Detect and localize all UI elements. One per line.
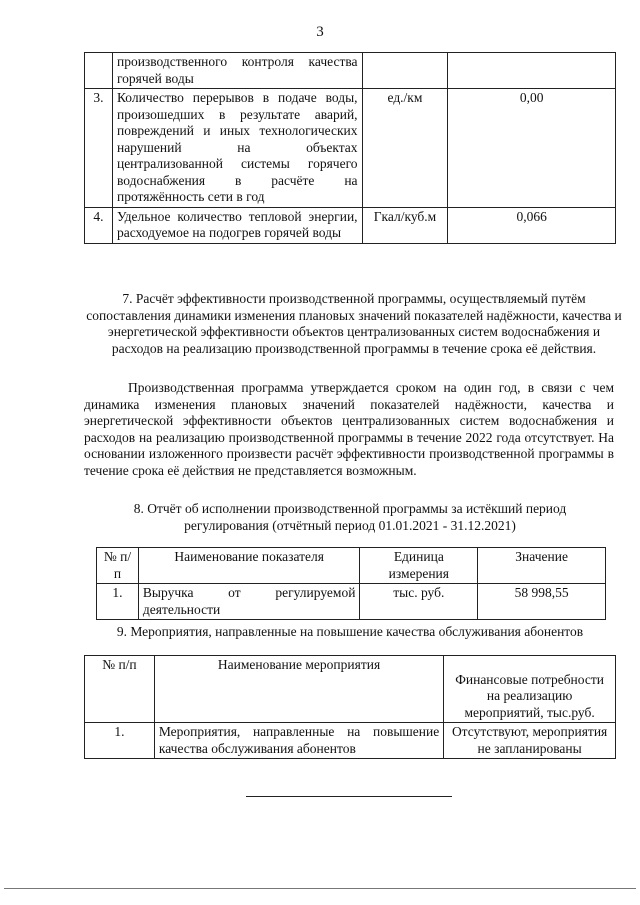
row-number bbox=[85, 53, 113, 89]
table-row bbox=[85, 207, 616, 243]
table-row bbox=[85, 723, 616, 759]
section-9-heading: 9. Мероприятия, направленные на повышение качества обслуживания абонентов bbox=[116, 624, 584, 639]
page-bottom-line bbox=[4, 888, 636, 889]
header-name: Наименование мероприятия bbox=[154, 656, 443, 723]
header-num: № п/п bbox=[97, 548, 139, 584]
indicator-unit: тыс. руб. bbox=[360, 584, 478, 620]
indicators-table bbox=[84, 52, 616, 244]
section-7-body: Производственная программа утверждается сроком на один год, в связи с чем динамика изменения плановых значений показателей надёжности, качества и энергетической эффективности объектов централизованных систем водоснабжения и расходов на реализацию производственной программы в течение 2022 года отсутствует. На основании изложенного произвести расчёт эффективности производственной программы в течение срока её действия не представляется возможным. bbox=[84, 380, 614, 478]
table-row bbox=[85, 89, 616, 208]
table-header-row bbox=[97, 548, 606, 584]
row-number: 1. bbox=[97, 584, 139, 620]
indicator-name: Выручка от регулируемой деятельности bbox=[138, 584, 360, 620]
table-row bbox=[97, 584, 606, 620]
measure-name: Мероприятия, направленные на повышение качества обслуживания абонентов bbox=[154, 723, 443, 759]
indicator-value: 58 998,55 bbox=[478, 584, 606, 620]
indicator-value: 0,066 bbox=[448, 207, 616, 243]
measure-finance: Отсутствуют, мероприятия не запланированы bbox=[444, 723, 616, 759]
indicator-name: Количество перерывов в подаче воды, произошедших в результате аварий, повреждений и иных технологических нарушений на объектах централизованной системы горячего водоснабжения в расчёте на протяжённость сети в год bbox=[112, 89, 362, 208]
header-value: Значение bbox=[478, 548, 606, 584]
header-finance: Финансовые потребности на реализацию мероприятий, тыс.руб. bbox=[444, 656, 616, 723]
section-7-heading: 7. Расчёт эффективности производственной программы, осуществляемый путём сопоставления динамики изменения плановых значений показателей надёжности, качества и энергетической эффективности объектов централизованных систем водоснабжения и расходов на реализацию производственной программы в течение срока её действия. bbox=[86, 291, 622, 356]
indicator-unit: ед./км bbox=[362, 89, 448, 208]
end-divider bbox=[246, 796, 452, 797]
indicator-name: Удельное количество тепловой энергии, расходуемое на подогрев горячей воды bbox=[112, 207, 362, 243]
indicator-unit bbox=[362, 53, 448, 89]
section-8-heading: 8. Отчёт об исполнении производственной программы за истёкший период регулирования (отчётный период 01.01.2021 - 31.12.2021) bbox=[133, 501, 567, 533]
report-table bbox=[96, 547, 606, 620]
header-name: Наименование показателя bbox=[138, 548, 360, 584]
measures-table bbox=[84, 655, 616, 759]
row-number: 1. bbox=[85, 723, 155, 759]
indicator-unit: Гкал/куб.м bbox=[362, 207, 448, 243]
header-num: № п/п bbox=[85, 656, 155, 723]
indicator-value bbox=[448, 53, 616, 89]
header-unit: Единица измерения bbox=[360, 548, 478, 584]
row-number: 3. bbox=[85, 89, 113, 208]
page-number: 3 bbox=[316, 24, 324, 40]
table-header-row bbox=[85, 656, 616, 723]
indicator-name: производственного контроля качества горячей воды bbox=[112, 53, 362, 89]
indicator-value: 0,00 bbox=[448, 89, 616, 208]
table-row bbox=[85, 53, 616, 89]
row-number: 4. bbox=[85, 207, 113, 243]
